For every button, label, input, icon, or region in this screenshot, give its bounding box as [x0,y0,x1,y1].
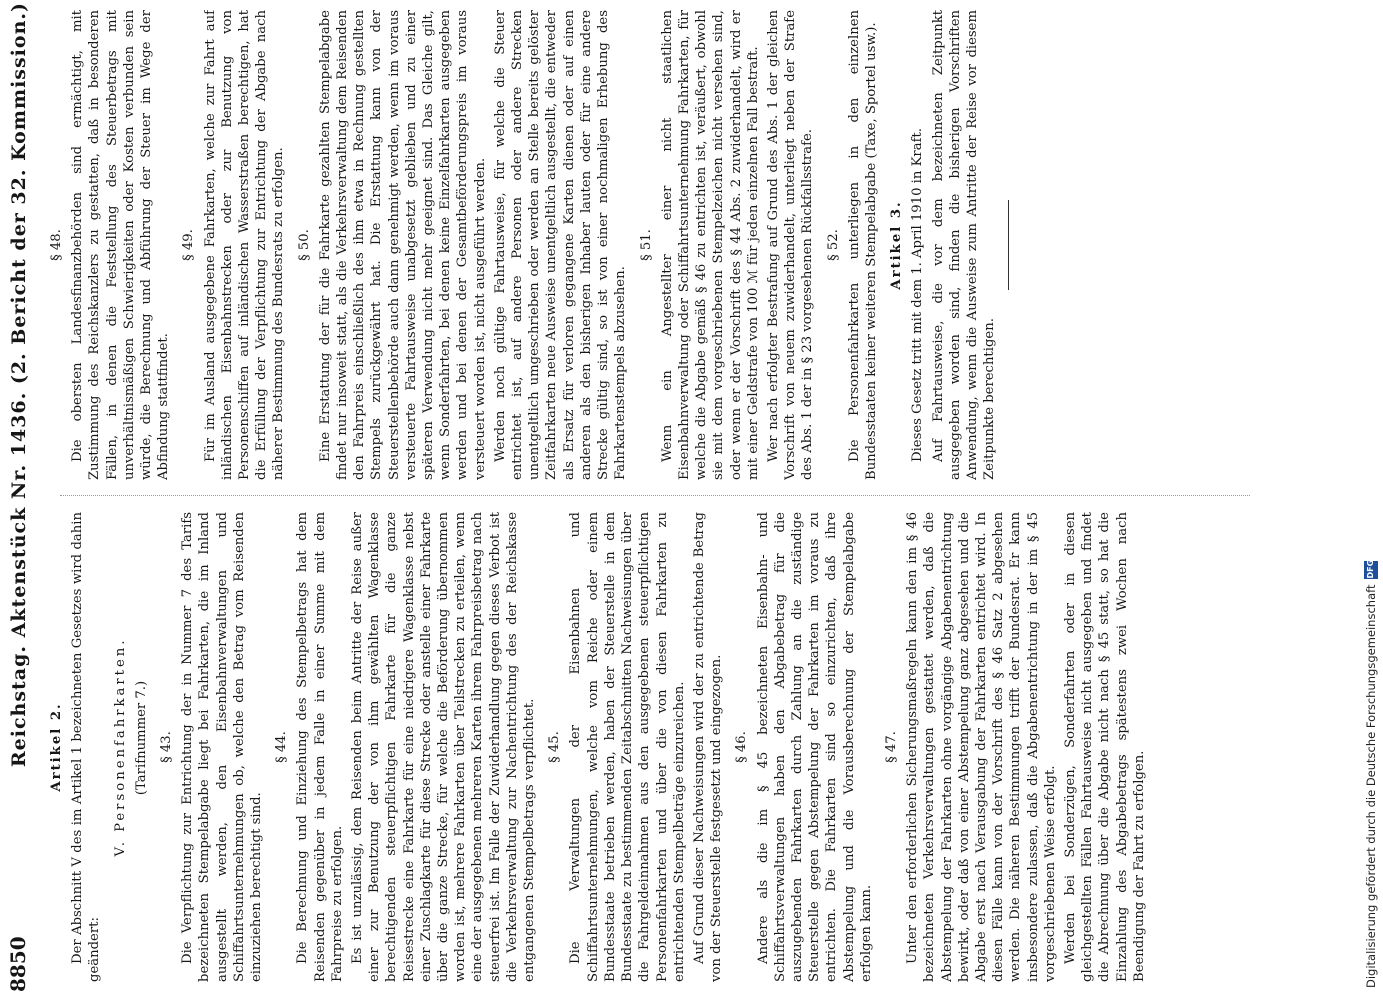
page-number: 8850 [6,936,30,992]
paragraph-48-text: Die obersten Landesfinanzbehörden sind ermächtigt, mit Zustimmung des Reichskanzlers zu gestatten, daß in besonderen Fällen, in denen die Feststellung des Steuerbetrags mit unverhältnismäßigen Schwierigkeiten oder Kosten verbunden sein würde, die Berechnung und Abführung der Steuer im Wege der Abfindung stattfindet. [70,10,172,480]
paragraph-49-text: Für im Ausland ausgegebene Fahrkarten, welche zur Fahrt auf inländischen Eisenbahnstrecken oder zur Benutzung von Personenschiffen auf inländischen Wasserstraßen berechtigen, hat die Erfüllung der Verpflichtung zur Entrichtung der Abgabe nach näherer Bestimmung des Bundesrats zu erfolgen. [202,10,287,480]
dfg-logo-icon: DFG [1364,561,1378,579]
paragraph-50-text-2: Werden noch gültige Fahrtausweise, für welche die Steuer entrichtet ist, auf andere Personen oder andere Strecken unentgeltlich umgeschrieben oder werden an Stelle bereits gelöster Zeitfahrkarten neue Ausweise unentgeltlich ausgestellt, die entweder als Ersatz für verloren gegangene Karten dienen oder auf einen anderen als den bisherigen Inhaber lauten oder für eine andere Strecke gültig sind, so ist von einer nochmaligen Erhebung des Fahrkartenstempels abzusehen. [492,10,629,480]
paragraph-45-text-1: Die Verwaltungen der Eisenbahnen und Schiffahrtsunternehmungen, welche vom Reiche oder einem Bundesstaate betrieben werden, haben der Steuerstelle in dem Bundesstaate zu bestimmenden Zeitabschnitten Nachweisungen über die Fahrgeldeinnahmen aus den ausgegebenen steuerpflichtigen Personenfahrkarten und über die von diesen Fahrkarten zu entrichtenden Stempelbeträge einzureichen. [568,512,687,982]
article-3-text-1: Dieses Gesetz tritt mit dem 1. April 1910 in Kraft. [910,128,926,462]
paragraph-44-heading: § 44. [274,731,290,763]
page-title: Reichstag. Aktenstück Nr. 1436. (2. Bericht der 32. Kommission.) [8,2,30,768]
paragraph-46-heading: § 46. [734,731,750,763]
paragraph-50-heading: § 50. [296,229,312,261]
paragraph-51-text-1: Wenn ein Angestellter einer nicht staatlichen Eisenbahnverwaltung oder Schiffahrtsunternehmung Fahrkarten, für welche die Abgabe gemäß § 46 zu entrichten ist, veräußert, obwohl sie mit dem vorgeschriebenen Stempelzeichen nicht versehen sind, oder wenn er der Vorschrift des § 44 Abs. 2 zuwiderhandelt, wird er mit einer Geldstrafe von 100 ℳ für jeden einzelnen Fall bestraft. [659,10,761,480]
paragraph-47-heading: § 47. [883,731,899,763]
article-3-text-2: Auf Fahrtausweise, die vor dem bezeichneten Zeitpunkt ausgegeben worden sind, finden die bisherigen Vorschriften Anwendung, wenn die Ausweise zum Antritte der Reise vor diesem Zeitpunkte berechtigen. [930,10,998,480]
paragraph-44-text-2: Es ist unzulässig, dem Reisenden beim Antritte der Reise außer einer zur Benutzung der von ihm gewählten Wagenklasse berechtigenden steuerpflichtigen Fahrkarte für die ganze Reisestrecke eine Fahrkarte für eine niedrigere Wagenklasse nebst einer Zuschlagkarte für diese Strecke oder anstelle einer Fahrkarte über die ganze Strecke, für welche die Beförderung übernommen worden ist, mehrere Fahrkarten über Teilstrecken zu erteilen, wenn eine der ausgegebenen mehreren Karten ihrem Fahrpreisbetrag nach steuerfrei ist. Im Falle der Zuwiderhandlung gegen dieses Verbot ist die Verkehrsverwaltung zur Nachentrichtung des der Reichskasse entgangenen Stempelbetrags verpflichtet. [350,512,538,982]
paragraph-50-text-1: Eine Erstattung der für die Fahrkarte gezahlten Stempelabgabe findet nur insoweit statt, als die Verkehrsverwaltung dem Reisenden den Fahrpreis einschließlich des ihm etwa in Rechnung gestellten Stempels zurückgewährt hat. Die Erstattung kann von der Steuerstellenbehörde auch dann genehmigt werden, wenn im voraus versteuerte Fahrtausweise unabgesetzt geblieben und zu einer späteren Verwendung nicht mehr geeignet sind. Das Gleiche gilt, wenn Sonderfahrten, bei denen keine Einzelfahrkarten ausgegeben werden und bei denen der Gesamtbeförderungspreis im voraus versteuert worden ist, nicht ausgeführt werden. [317,10,488,480]
paragraph-45-heading: § 45. [547,731,563,763]
paragraph-48-heading: § 48. [49,229,64,261]
paragraph-46-text: Andere als die im § 45 bezeichneten Eisenbahn- und Schiffahrtsverwaltungen haben den Abgabebetrag für die auszugebenden Fahrkarten durch Zahlung an die zuständige Steuerstelle gegen Abstempelung der Fahrkarten im voraus zu entrichten. Die Fahrkarten sind so einzurichten, daß ihre Abstempelung und die Vorausberechnung der Stempelabgabe erfolgen kann. [755,512,874,982]
section-v-sub: (Tarifnummer 7.) [133,680,149,796]
paragraph-44-text-1: Die Berechnung und Einziehung des Stempelbetrags hat dem Reisenden gegenüber in jedem Falle in einer Summe mit dem Fahrpreise zu erfolgen. [295,512,345,982]
page-header [6,2,36,992]
section-v-heading: V. Personenfahrkarten. [112,637,128,857]
paragraph-51-text-2: Wer nach erfolgter Bestrafung auf Grund des Abs. 1 der gleichen Vorschrift von neuem zuwiderhandelt, unterliegt neben der Strafe des Abs. 1 der in § 23 vorgesehenen Rückfallsstrafe. [765,10,816,480]
paragraph-51-heading: § 51. [638,229,654,261]
paragraph-49-heading: § 49. [181,229,197,261]
paragraph-47-text-1: Unter den erforderlichen Sicherungsmaßregeln kann den im § 46 bezeichneten Verkehrsverwaltungen gestattet werden, daß die Abstempelung der Fahrkarten ohne vorgängige Abgabenentrichtung bewirkt, oder daß von einer Abstempelung ganz abgesehen und die Abgabe erst nach Verausgabung der Fahrkarten entrichtet wird. In diesen Fälle kann von der Vorschrift des § 46 Satz 2 abgesehen werden. Die näheren Bestimmungen trifft der Bundesrat. Er kann insbesondere zulassen, daß die Abgabenentrichtung in der im § 45 vorgeschriebenen Weise erfolgt. [905,512,1058,982]
digitization-credit [1362,0,1380,1000]
paragraph-47-text-2: Werden bei Sonderzügen, Sonderfahrten oder in diesen gleichgestellten Fällen Fahrtausweise nicht ausgegeben und findet die Abrechnung über die Abgabe nicht nach § 45 statt, so hat die Einzahlung des Abgabebetrags spätestens zwei Wochen nach Beendigung der Fahrt zu erfolgen. [1062,512,1147,982]
left-column [40,512,1260,982]
right-column [40,10,1260,480]
article-3-heading: Artikel 3. [889,200,905,290]
column-divider [60,495,1250,496]
paragraph-43-text: Die Verpflichtung zur Entrichtung der in Nummer 7 des Tarifs bezeichneten Stempelabgabe liegt bei Fahrkarten, die im Inland ausgestellt werden, den Eisenbahnverwaltungen und Schiffahrtsunternehmungen ob, welche den Betrag vom Reisenden einzuziehen berechtigt sind. [180,512,265,982]
credit-text: Digitalisierung gefördert durch die Deutsche Forschungsgemeinschaft [1364,584,1378,988]
paragraph-45-text-2: Auf Grund dieser Nachweisungen wird der zu entrichtende Betrag von der Steuerstelle festgesetzt und eingezogen. [691,512,725,982]
article-2-intro: Der Abschnitt V des im Artikel 1 bezeichneten Gesetzes wird dahin geändert: [70,512,103,982]
paragraph-43-heading: § 43. [159,731,175,763]
paragraph-52-heading: § 52. [825,229,841,261]
end-rule [1008,200,1009,290]
paragraph-52-text: Die Personenfahrkarten unterliegen in den einzelnen Bundesstaaten keiner weiteren Stempelabgabe (Taxe, Sportel usw.). [846,10,879,480]
article-2-heading: Artikel 2. [49,702,64,792]
